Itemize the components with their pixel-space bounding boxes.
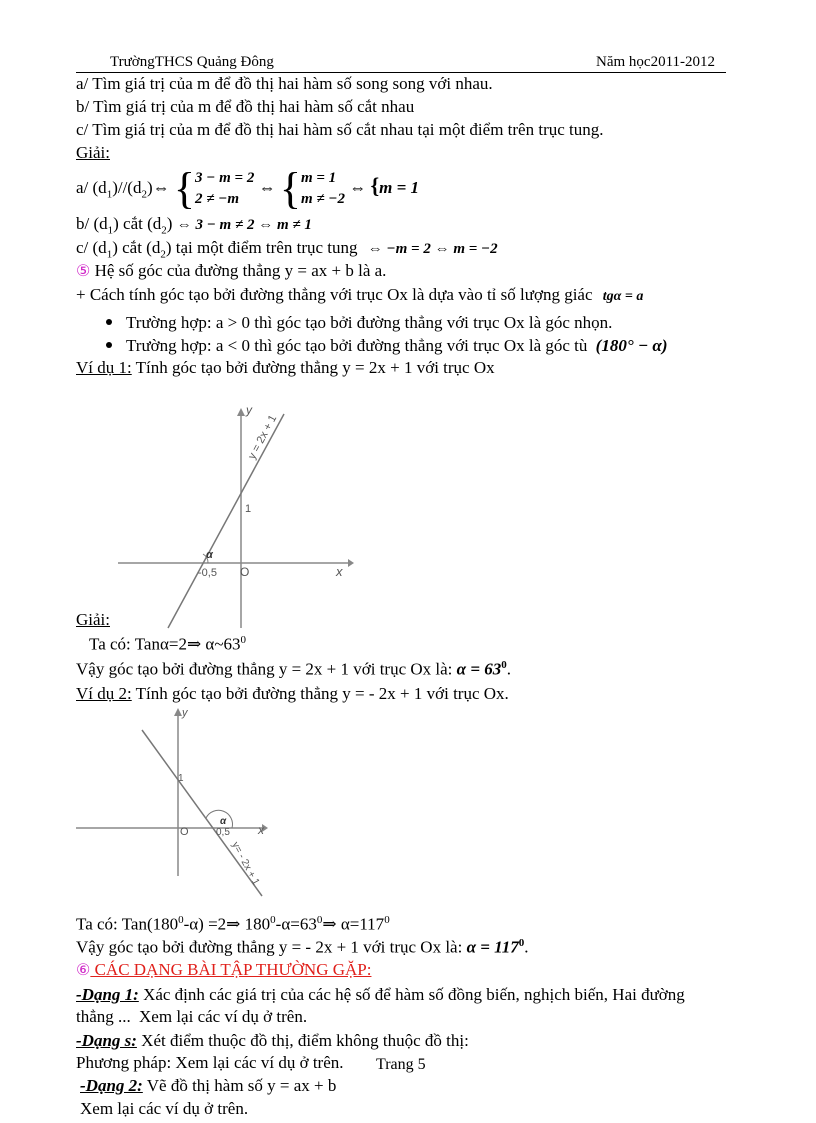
- example-2-label: Ví dụ 2:: [76, 684, 132, 703]
- graph-1-x-label: x: [336, 564, 343, 579]
- solution-c-prefix: c/ (d: [76, 238, 107, 257]
- graph-2-one-label: 1: [178, 773, 184, 784]
- degree-sign: 0: [384, 914, 390, 926]
- system-2-row-1: m = 1: [300, 170, 337, 187]
- solution-a-mid: )//(d: [112, 178, 142, 197]
- conclusion-2-text: Vậy góc tạo bởi đường thẳng y = - 2x + 1 với trục Ox là:: [76, 937, 463, 957]
- type-1-cont-text: thẳng ...: [76, 1007, 131, 1026]
- result-2: [76, 914, 390, 935]
- solution-label: Giải:: [76, 143, 110, 162]
- conclusion-2: Vậy góc tạo bởi đường thẳng y = - 2x + 1 với trục Ox là: $\alpha = 117^0$.: [76, 937, 529, 957]
- brace-2: {: [279, 164, 301, 214]
- result-1: [89, 634, 246, 655]
- graph-1-minus-half-label: -0,5: [198, 567, 217, 579]
- number-6-icon: ⑥: [76, 962, 91, 979]
- task-a: a/ Tìm giá trị của m để đồ thị hai hàm số song song với nhau.: [76, 74, 493, 93]
- solution-b: [76, 214, 312, 236]
- result-2-b: -α) =2⇒ 180: [183, 914, 271, 934]
- example-2-text: Tính góc tạo bởi đường thẳng y = - 2x + 1 với trục Ox.: [131, 684, 509, 703]
- graph-2-alpha-label: α: [220, 816, 227, 827]
- solution-c-end: ) tại một điểm trên trục tung: [165, 238, 358, 257]
- type-2: [80, 1076, 336, 1096]
- system-1-row-1: 3 − m = 2: [195, 170, 255, 187]
- equiv-arrow-1: ⇔: [258, 178, 276, 197]
- solution-a-end: )⇔: [146, 178, 170, 197]
- degree-sign: 0: [270, 914, 276, 926]
- sub-2: 2: [141, 188, 147, 201]
- system-2: [301, 168, 345, 210]
- brace-3: {: [370, 173, 380, 198]
- sub-1: 1: [106, 188, 113, 201]
- header-right: Năm học2011-2012: [596, 54, 716, 70]
- slope-line: [76, 261, 386, 281]
- graph-2-y-label: y: [182, 707, 188, 719]
- sub-1: 1: [107, 224, 114, 237]
- brace-1: {: [173, 164, 196, 214]
- type-1-text: Xác định các giá trị của các hệ số để hàm số đồng biến, nghịch biến, Hai đường: [138, 985, 685, 1004]
- system-3: m = 1: [379, 178, 420, 197]
- sub-2: 2: [161, 224, 167, 237]
- result-2-a: Ta có: Tan(180: [76, 914, 179, 934]
- conclusion-1: Vậy góc tạo bởi đường thẳng y = 2x + 1 với trục Ox là: $\alpha = 63^0$.: [76, 659, 512, 679]
- sub-2: 2: [160, 248, 166, 261]
- bullet-icon: [106, 319, 112, 325]
- type-1-label: -Dạng 1:: [76, 985, 139, 1004]
- graph-2-half-label: 0,5: [216, 827, 230, 838]
- method-line: Phương pháp: Xem lại các ví dụ ở trên.: [76, 1053, 344, 1072]
- example-1-text: Tính góc tạo bởi đường thẳng y = 2x + 1 với trục Ox: [131, 358, 495, 377]
- result-2-d: ⇒ α=117: [322, 914, 385, 934]
- conclusion-1-math: α = 63: [456, 659, 502, 679]
- system-1: [195, 168, 254, 210]
- system-1-row-2: 2 ≠ −m: [195, 191, 240, 208]
- solution-c: [76, 238, 498, 260]
- bullet-icon: [106, 342, 112, 348]
- graph-1-line-label: y = 2x + 1: [246, 413, 280, 462]
- slope-text: Hệ số góc của đường thẳng y = ax + b là a.: [90, 261, 387, 280]
- type-1: [76, 985, 685, 1005]
- degree-sign: 0: [240, 634, 247, 646]
- type-2-label: -Dạng 2:: [80, 1076, 143, 1095]
- task-c: c/ Tìm giá trị của m để đồ thị hai hàm số cắt nhau tại một điểm trên trục tung.: [76, 120, 604, 139]
- header-rule: [76, 72, 726, 73]
- type-s-text: Xét điểm thuộc đồ thị, điểm không thuộc đồ thị:: [136, 1031, 469, 1050]
- solution-2-label: Giải:: [76, 610, 110, 629]
- solution-b-prefix: b/ (d: [76, 214, 108, 233]
- solution-a-prefix: a/ (d: [76, 178, 107, 197]
- case-1: [106, 313, 612, 333]
- example-1-heading: [76, 358, 495, 378]
- graph-2-line-label: y= - 2x + 1: [229, 840, 262, 888]
- degree-sign: 0: [501, 659, 507, 671]
- graph-1-x-arrow-icon: [348, 559, 354, 567]
- conclusion-1-text: Vậy góc tạo bởi đường thẳng y = 2x + 1 với trục Ox là:: [76, 659, 453, 679]
- graph-2-origin-label: O: [180, 826, 189, 838]
- plus-text: + Cách tính góc tạo bởi đường thẳng với trục Ox là dựa vào tỉ số lượng giác: [76, 285, 593, 304]
- section-6-title: CÁC DẠNG BÀI TẬP THƯỜNG GẶP:: [90, 960, 372, 979]
- degree-sign: 0: [518, 937, 525, 949]
- plus-line: [76, 285, 643, 305]
- solution-b-end: ): [166, 214, 173, 233]
- degree-sign: 0: [316, 914, 323, 926]
- graph-2-y-arrow-icon: [174, 708, 182, 716]
- graph-2-x-label: x: [258, 823, 264, 837]
- equiv-arrow-2: ⇔: [349, 178, 367, 197]
- tg-formula: tgα = a: [602, 289, 644, 304]
- solution-a: [76, 164, 419, 212]
- task-b: b/ Tìm giá trị của m để đồ thị hai hàm số cắt nhau: [76, 97, 415, 116]
- case-2-text: Trường hợp: a < 0 thì góc tạo bởi đường thẳng với trục Ox là góc tù: [126, 336, 588, 355]
- case-2: [106, 336, 667, 356]
- solution-b-math: ⇔ 3 − m ≠ 2 ⇔ m ≠ 1: [176, 217, 312, 233]
- result-2-c: -α=63: [275, 914, 317, 934]
- solution-c-math: ⇔ −m = 2 ⇔ m = −2: [367, 241, 498, 257]
- case-1-text: Trường hợp: a > 0 thì góc tạo bởi đường thẳng với trục Ox là góc nhọn.: [126, 313, 613, 332]
- graph-1-y-label: y: [246, 403, 252, 417]
- page-number: Trang 5: [376, 1056, 426, 1073]
- graph-1-line: [168, 414, 284, 628]
- solution-b-mid: ) cắt (d: [113, 214, 162, 233]
- type-2-text: Vẽ đồ thị hàm số y = ax + b: [142, 1076, 337, 1095]
- example-1-label: Ví dụ 1:: [76, 358, 132, 377]
- section-6-heading: [76, 960, 371, 980]
- type-s-label: -Dạng s:: [76, 1031, 137, 1050]
- graph-2: [76, 704, 276, 900]
- graph-1-y-arrow-icon: [237, 408, 245, 416]
- system-2-row-2: m ≠ −2: [300, 191, 345, 208]
- number-5-icon: ⑤: [76, 263, 91, 280]
- graph-1: [110, 400, 360, 632]
- degree-sign: 0: [178, 914, 184, 926]
- type-s: [76, 1031, 469, 1051]
- type-1-overlap: Xem lại các ví dụ ở trên.: [139, 1007, 308, 1026]
- graph-1-origin-label: O: [240, 565, 250, 579]
- graph-1-alpha-label: α: [206, 549, 213, 561]
- example-2-heading: [76, 684, 509, 704]
- sub-1: 1: [106, 248, 113, 261]
- header-left: TrườngTHCS Quảng Đông: [110, 54, 274, 70]
- graph-1-one-label: 1: [245, 503, 252, 515]
- type-1-continued: [76, 1007, 307, 1027]
- solution-c-mid: ) cắt (d: [112, 238, 161, 257]
- case-2-math: (180° − α): [595, 336, 668, 355]
- conclusion-2-math: α = 117: [466, 937, 519, 957]
- see-examples: Xem lại các ví dụ ở trên.: [80, 1099, 249, 1118]
- result-1-text: Ta có: Tanα=2⇒ α~63: [89, 634, 241, 654]
